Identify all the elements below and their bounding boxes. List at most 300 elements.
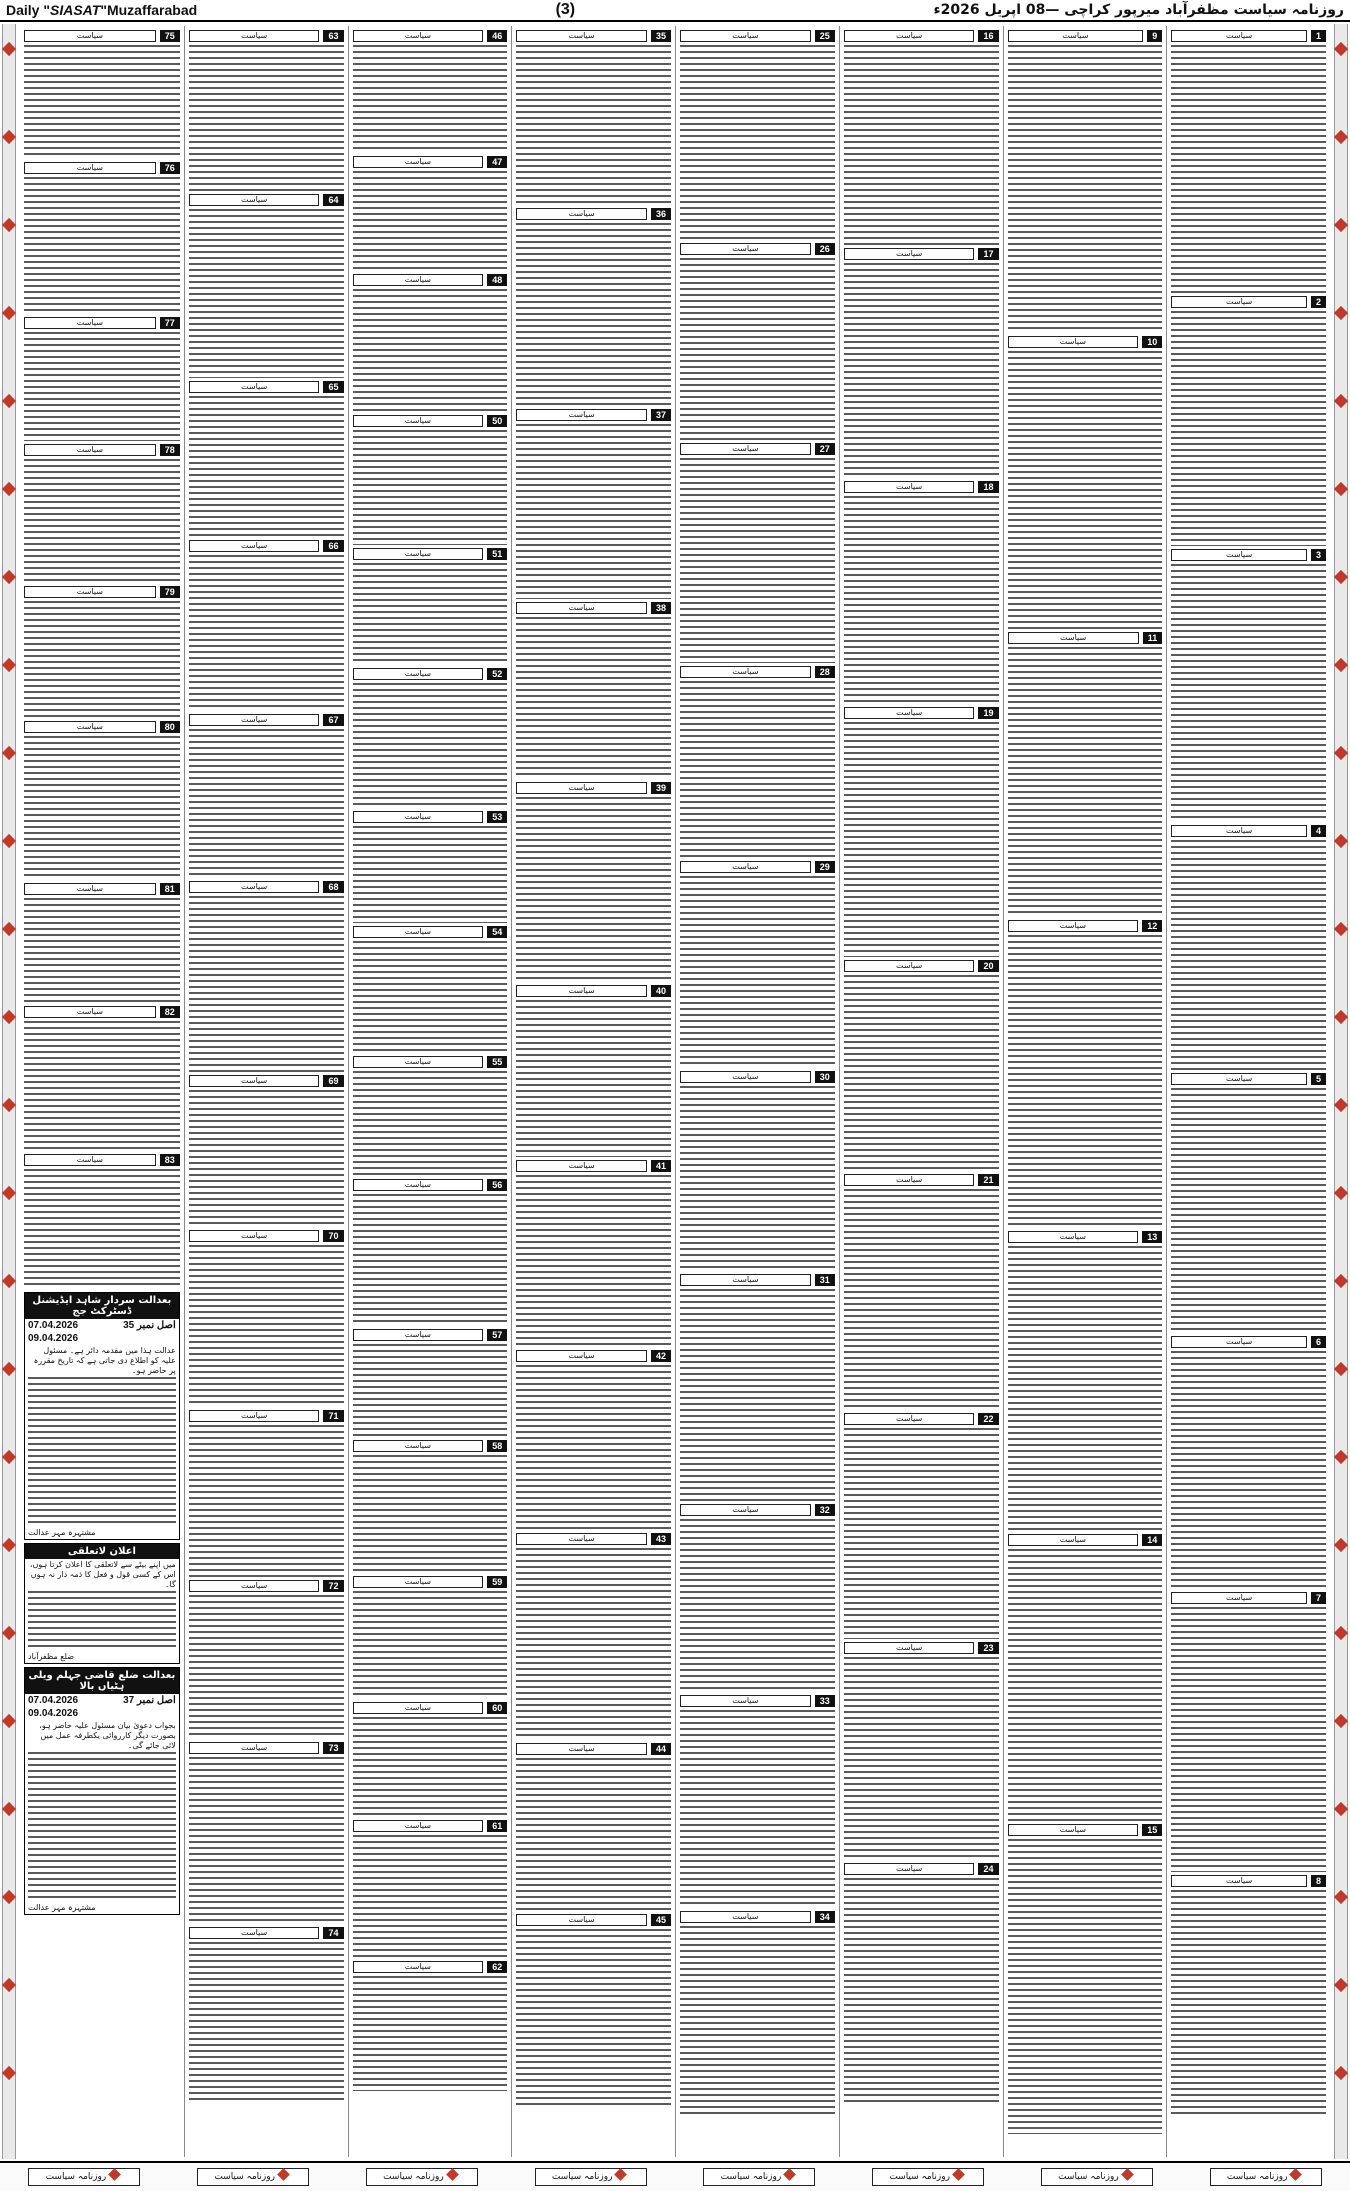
classified-ad [353, 668, 508, 808]
column-5 [511, 26, 675, 2157]
ad-number-badge: 69 [323, 1075, 343, 1087]
notice-text: بجواب دعویٰ بیان مسئول علیہ حاضر ہو، بصورت دیگر کارروائی یکطرفہ عمل میں لائی جائے گی۔ [39, 1721, 176, 1750]
ad-number-badge: 21 [978, 1174, 998, 1186]
ad-label: سیاست [189, 1742, 320, 1754]
ad-label: سیاست [189, 1075, 320, 1087]
ad-number-badge: 14 [1142, 1534, 1162, 1546]
ad-header [353, 548, 508, 560]
classified-ad [844, 707, 999, 957]
ad-header [680, 861, 835, 873]
diamond-icon [277, 2168, 290, 2181]
ad-text-block [24, 1021, 180, 1151]
ad-label: سیاست [516, 1914, 647, 1926]
ad-label: سیاست [516, 602, 647, 614]
ad-text-block [844, 45, 999, 245]
ad-header [189, 714, 344, 726]
right-decorative-border [1334, 24, 1348, 2159]
brand-suffix: "Muzaffarabad [100, 2, 198, 18]
ad-number-badge: 4 [1311, 825, 1326, 837]
ad-header [680, 243, 835, 255]
classified-ad [1008, 1824, 1163, 2134]
classified-ad [189, 714, 344, 878]
ad-label: سیاست [680, 666, 811, 678]
ad-label: سیاست [24, 30, 156, 42]
ad-number-badge: 37 [651, 409, 671, 421]
ad-number-badge: 31 [815, 1274, 835, 1286]
ad-text-block [680, 1710, 835, 1908]
brand-prefix: Daily " [6, 2, 50, 18]
border-diamond-icon [2, 1450, 16, 1464]
ad-label: سیاست [353, 415, 484, 427]
ad-number-badge: 15 [1142, 1824, 1162, 1836]
border-diamond-icon [2, 1274, 16, 1288]
notice-text: عدالت ہذا میں مقدمہ دائر ہے۔ مسئول علیہ کو اطلاع دی جاتی ہے کہ تاریخ مقررہ پر حاضر ہو۔ [33, 1346, 176, 1375]
ad-label: سیاست [844, 1642, 975, 1654]
ad-number-badge: 71 [323, 1410, 343, 1422]
ad-header [844, 248, 999, 260]
ad-number-badge: 10 [1142, 336, 1162, 348]
ad-label: سیاست [516, 1350, 647, 1362]
ad-header [189, 381, 344, 393]
border-diamond-icon [2, 1802, 16, 1816]
ad-number-badge: 67 [323, 714, 343, 726]
border-diamond-icon [1334, 922, 1348, 936]
masthead [0, 0, 1350, 22]
classified-ad [353, 811, 508, 923]
border-diamond-icon [2, 1362, 16, 1376]
diamond-icon [952, 2168, 965, 2181]
border-diamond-icon [1334, 1362, 1348, 1376]
classified-ad [516, 1743, 671, 1911]
ad-label: سیاست [24, 883, 156, 895]
ad-number-badge: 58 [487, 1440, 507, 1452]
ad-label: سیاست [353, 1329, 484, 1341]
classified-ad [516, 602, 671, 779]
ad-number-badge: 43 [651, 1533, 671, 1545]
notice-case-number: اصل نمبر 37 [123, 1695, 176, 1706]
diamond-icon [446, 2168, 459, 2181]
ad-label: سیاست [1171, 1875, 1307, 1887]
notice-case-row [25, 1319, 179, 1332]
ad-label: سیاست [516, 985, 647, 997]
ad-header [680, 1695, 835, 1707]
ad-header [353, 274, 508, 286]
ad-number-badge: 63 [323, 30, 343, 42]
ad-text-block [680, 681, 835, 858]
border-diamond-icon [2, 1186, 16, 1200]
classified-ad [24, 883, 180, 1003]
classified-ad [353, 926, 508, 1053]
classified-ad [189, 1075, 344, 1227]
footer-logo-text: روزنامہ سیاست [383, 2172, 444, 2182]
ad-number-badge: 47 [487, 156, 507, 168]
ad-number-badge: 45 [651, 1914, 671, 1926]
classified-ad [844, 1863, 999, 2104]
ad-label: سیاست [1008, 920, 1139, 932]
classified-grid [20, 26, 1330, 2157]
ad-text-block [189, 555, 344, 711]
classified-ad [353, 30, 508, 153]
ad-text-block [516, 424, 671, 599]
footer-logo [28, 2168, 140, 2186]
ad-header [680, 1071, 835, 1083]
ad-text-block [353, 45, 508, 153]
classified-ad [1171, 1592, 1326, 1872]
ad-label: سیاست [353, 1576, 484, 1588]
ad-label: سیاست [516, 1533, 647, 1545]
ad-label: سیاست [1008, 336, 1139, 348]
ad-header [1171, 549, 1326, 561]
notice-footer: ضلع مظفرآباد [28, 1652, 74, 1661]
ad-number-badge: 28 [815, 666, 835, 678]
court-notice [24, 1292, 180, 1540]
ad-label: سیاست [680, 1274, 811, 1286]
ad-number-badge: 66 [323, 540, 343, 552]
ad-header [516, 409, 671, 421]
classified-ad [1008, 632, 1163, 917]
notice-date: 07.04.2026 [28, 1695, 79, 1706]
ad-label: سیاست [189, 540, 320, 552]
notice-body-lines [28, 1377, 176, 1527]
ad-label: سیاست [680, 1071, 811, 1083]
ad-header [189, 1927, 344, 1939]
ad-label: سیاست [24, 444, 156, 456]
border-diamond-icon [2, 1890, 16, 1904]
ad-number-badge: 80 [160, 721, 180, 733]
ad-header [516, 1743, 671, 1755]
ad-label: سیاست [844, 481, 975, 493]
ad-label: سیاست [844, 30, 975, 42]
border-diamond-icon [1334, 1186, 1348, 1200]
ad-text-block [1008, 45, 1163, 333]
ad-text-block [1171, 45, 1326, 293]
ad-text-block [680, 45, 835, 240]
border-diamond-icon [2, 834, 16, 848]
ad-text-block [189, 1425, 344, 1577]
ad-number-badge: 13 [1142, 1231, 1162, 1243]
notice-text: میں اپنے بیٹے سے لاتعلقی کا اعلان کرتا ہوں، اس کے کسی قول و فعل کا ذمہ دار نہ ہوں گا۔ [29, 1560, 176, 1589]
notice-case-row [25, 1694, 179, 1707]
ad-label: سیاست [353, 548, 484, 560]
border-diamond-icon [2, 306, 16, 320]
classified-ad [353, 1179, 508, 1326]
ad-number-badge: 20 [978, 960, 998, 972]
footer-logo-text: روزنامہ سیاست [720, 2172, 782, 2182]
classified-ad [844, 248, 999, 478]
ad-text-block [353, 289, 508, 412]
border-diamond-icon [2, 394, 16, 408]
ad-label: سیاست [24, 162, 156, 174]
border-diamond-icon [1334, 746, 1348, 760]
ad-header [844, 481, 999, 493]
ad-header [353, 811, 508, 823]
ad-text-block [844, 1428, 999, 1639]
ad-header [1171, 1336, 1326, 1348]
classified-ad [1171, 296, 1326, 546]
classified-ad [24, 721, 180, 880]
left-decorative-border [2, 24, 16, 2159]
border-diamond-icon [1334, 1626, 1348, 1640]
ad-label: سیاست [189, 1230, 320, 1242]
classified-ad [844, 960, 999, 1171]
ad-header [1008, 30, 1163, 42]
classified-ad [24, 444, 180, 583]
ad-label: سیاست [680, 1695, 811, 1707]
ad-header [516, 1160, 671, 1172]
notice-date: 07.04.2026 [28, 1320, 79, 1331]
ad-header [353, 1179, 508, 1191]
ad-header [1008, 1534, 1163, 1546]
ad-number-badge: 33 [815, 1695, 835, 1707]
ad-header [516, 1533, 671, 1545]
border-diamond-icon [1334, 394, 1348, 408]
ad-header [353, 1440, 508, 1452]
ad-text-block [516, 45, 671, 205]
ad-number-badge: 35 [651, 30, 671, 42]
ad-header [189, 1230, 344, 1242]
ad-label: سیاست [24, 721, 156, 733]
ad-text-block [24, 1169, 180, 1289]
classified-ad [844, 1174, 999, 1410]
classified-ad [189, 194, 344, 378]
ad-text-block [189, 1757, 344, 1924]
ad-header [189, 30, 344, 42]
border-diamond-icon [2, 1978, 16, 1992]
notice-hearing-row [25, 1332, 179, 1345]
border-diamond-icon [1334, 218, 1348, 232]
diamond-icon [1290, 2168, 1303, 2181]
footer-logo [366, 2168, 478, 2186]
classified-ad [680, 243, 835, 440]
ad-header [353, 1820, 508, 1832]
ad-label: سیاست [189, 381, 320, 393]
masthead-brand [6, 2, 197, 18]
classified-ad [24, 1006, 180, 1151]
ad-label: سیاست [1171, 825, 1307, 837]
footer-logo [1041, 2168, 1153, 2186]
classified-ad [1171, 30, 1326, 293]
ad-header [353, 1702, 508, 1714]
ad-text-block [1171, 1607, 1326, 1872]
ad-label: سیاست [1008, 30, 1144, 42]
footer-logo [872, 2168, 984, 2186]
ad-number-badge: 8 [1311, 1875, 1326, 1887]
ad-header [1171, 296, 1326, 308]
classified-ad [24, 317, 180, 441]
classified-ad [353, 1576, 508, 1699]
ad-number-badge: 34 [815, 1911, 835, 1923]
ad-text-block [353, 1455, 508, 1573]
classified-ad [353, 1329, 508, 1437]
classified-ad [189, 1927, 344, 2101]
ad-text-block [516, 617, 671, 779]
ad-label: سیاست [844, 1413, 975, 1425]
ad-header [189, 1410, 344, 1422]
ad-label: سیاست [353, 1056, 484, 1068]
footer-logo [1210, 2168, 1322, 2186]
ad-label: سیاست [680, 443, 811, 455]
ad-number-badge: 68 [323, 881, 343, 893]
ad-number-badge: 65 [323, 381, 343, 393]
ad-header [844, 1174, 999, 1186]
classified-ad [516, 30, 671, 205]
border-diamond-icon [1334, 1714, 1348, 1728]
ad-header [353, 1056, 508, 1068]
ad-text-block [24, 332, 180, 441]
classified-ad [353, 274, 508, 412]
ad-header [844, 1642, 999, 1654]
border-diamond-icon [1334, 1890, 1348, 1904]
ad-label: سیاست [680, 861, 811, 873]
ad-number-badge: 16 [978, 30, 998, 42]
border-diamond-icon [1334, 1978, 1348, 1992]
ad-text-block [353, 430, 508, 545]
ad-number-badge: 83 [160, 1154, 180, 1166]
ad-label: سیاست [680, 1911, 811, 1923]
ad-text-block [189, 1245, 344, 1407]
classified-ad [1008, 1534, 1163, 1821]
ad-text-block [189, 1595, 344, 1739]
classified-ad [1008, 1231, 1163, 1531]
ad-label: سیاست [1171, 1073, 1307, 1085]
classified-ad [516, 208, 671, 406]
ad-label: سیاست [353, 1961, 484, 1973]
ad-number-badge: 59 [487, 1576, 507, 1588]
ad-label: سیاست [189, 1410, 320, 1422]
classified-ad [353, 548, 508, 665]
ad-label: سیاست [516, 30, 647, 42]
classified-ad [24, 1154, 180, 1289]
ad-header [353, 30, 508, 42]
ad-header [844, 960, 999, 972]
ad-text-block [1171, 564, 1326, 822]
ad-header [680, 30, 835, 42]
ad-header [24, 1006, 180, 1018]
ad-number-badge: 41 [651, 1160, 671, 1172]
notice-hearing-date: 09.04.2026 [28, 1333, 79, 1344]
classified-ad [680, 30, 835, 240]
ad-number-badge: 61 [487, 1820, 507, 1832]
border-diamond-icon [1334, 130, 1348, 144]
ad-text-block [1171, 840, 1326, 1070]
ad-header [24, 162, 180, 174]
ad-text-block [516, 1929, 671, 2107]
ad-text-block [516, 1365, 671, 1530]
footer-logo-text: روزنامہ سیاست [45, 2172, 107, 2182]
classified-ad [680, 1071, 835, 1271]
ad-label: سیاست [189, 714, 320, 726]
ad-label: سیاست [353, 668, 484, 680]
ad-label: سیاست [516, 1743, 647, 1755]
ad-text-block [353, 826, 508, 923]
ad-label: سیاست [189, 30, 320, 42]
ad-label: سیاست [353, 30, 484, 42]
ad-number-badge: 50 [487, 415, 507, 427]
ad-header [189, 1075, 344, 1087]
ad-header [353, 668, 508, 680]
classified-ad [516, 985, 671, 1157]
classified-ad [353, 415, 508, 545]
ad-header [24, 317, 180, 329]
ad-label: سیاست [24, 317, 156, 329]
border-diamond-icon [1334, 570, 1348, 584]
ad-number-badge: 62 [487, 1961, 507, 1973]
ad-text-block [189, 45, 344, 191]
ad-text-block [24, 45, 180, 159]
ad-label: سیاست [1171, 549, 1307, 561]
classified-ad [189, 30, 344, 191]
classified-ad [680, 1695, 835, 1908]
ad-label: سیاست [353, 811, 484, 823]
ad-number-badge: 7 [1311, 1592, 1326, 1604]
classified-ad [516, 409, 671, 599]
ad-number-badge: 25 [815, 30, 835, 42]
ad-header [680, 666, 835, 678]
border-diamond-icon [2, 1714, 16, 1728]
ad-label: سیاست [1171, 30, 1307, 42]
border-diamond-icon [1334, 1450, 1348, 1464]
classified-ad [189, 381, 344, 537]
ad-header [516, 985, 671, 997]
ad-text-block [516, 797, 671, 982]
ad-label: سیاست [844, 248, 975, 260]
ad-header [680, 443, 835, 455]
brand-name: SIASAT [50, 2, 101, 18]
ad-text-block [1171, 1890, 1326, 2116]
ad-label: سیاست [844, 707, 975, 719]
ad-text-block [680, 1519, 835, 1692]
column-2 [1003, 26, 1167, 2157]
ad-header [680, 1911, 835, 1923]
notice-title: اعلان لاتعلقی [25, 1544, 179, 1559]
ad-label: سیاست [353, 1702, 484, 1714]
ad-text-block [353, 563, 508, 665]
column-7 [184, 26, 348, 2157]
notice-hearing-row [25, 1707, 179, 1720]
border-diamond-icon [1334, 1010, 1348, 1024]
classified-ad [680, 666, 835, 858]
court-notice [24, 1667, 180, 1915]
ad-text-block [680, 876, 835, 1068]
border-diamond-icon [2, 1010, 16, 1024]
classified-ad [353, 1440, 508, 1573]
ad-text-block [1008, 935, 1163, 1228]
ad-header [189, 540, 344, 552]
ad-text-block [516, 1000, 671, 1157]
ad-header [189, 1580, 344, 1592]
ad-label: سیاست [1008, 1231, 1139, 1243]
border-diamond-icon [1334, 1274, 1348, 1288]
classified-ad [680, 1504, 835, 1692]
ad-header [189, 194, 344, 206]
ad-header [844, 707, 999, 719]
footer-logo-text: روزنامہ سیاست [889, 2172, 950, 2182]
ad-number-badge: 54 [487, 926, 507, 938]
ad-number-badge: 72 [323, 1580, 343, 1592]
ad-label: سیاست [353, 1440, 484, 1452]
ad-number-badge: 39 [651, 782, 671, 794]
border-diamond-icon [2, 1538, 16, 1552]
notice-title: بعدالت سردار شاہد ایڈیشنل ڈسٹرکٹ جج [25, 1293, 179, 1319]
ad-text-block [189, 1090, 344, 1227]
ad-text-block [844, 263, 999, 478]
ad-label: سیاست [189, 881, 320, 893]
ad-label: سیاست [24, 586, 156, 598]
ad-number-badge: 26 [815, 243, 835, 255]
ad-label: سیاست [24, 1154, 156, 1166]
border-diamond-icon [2, 2066, 16, 2080]
border-diamond-icon [1334, 1802, 1348, 1816]
